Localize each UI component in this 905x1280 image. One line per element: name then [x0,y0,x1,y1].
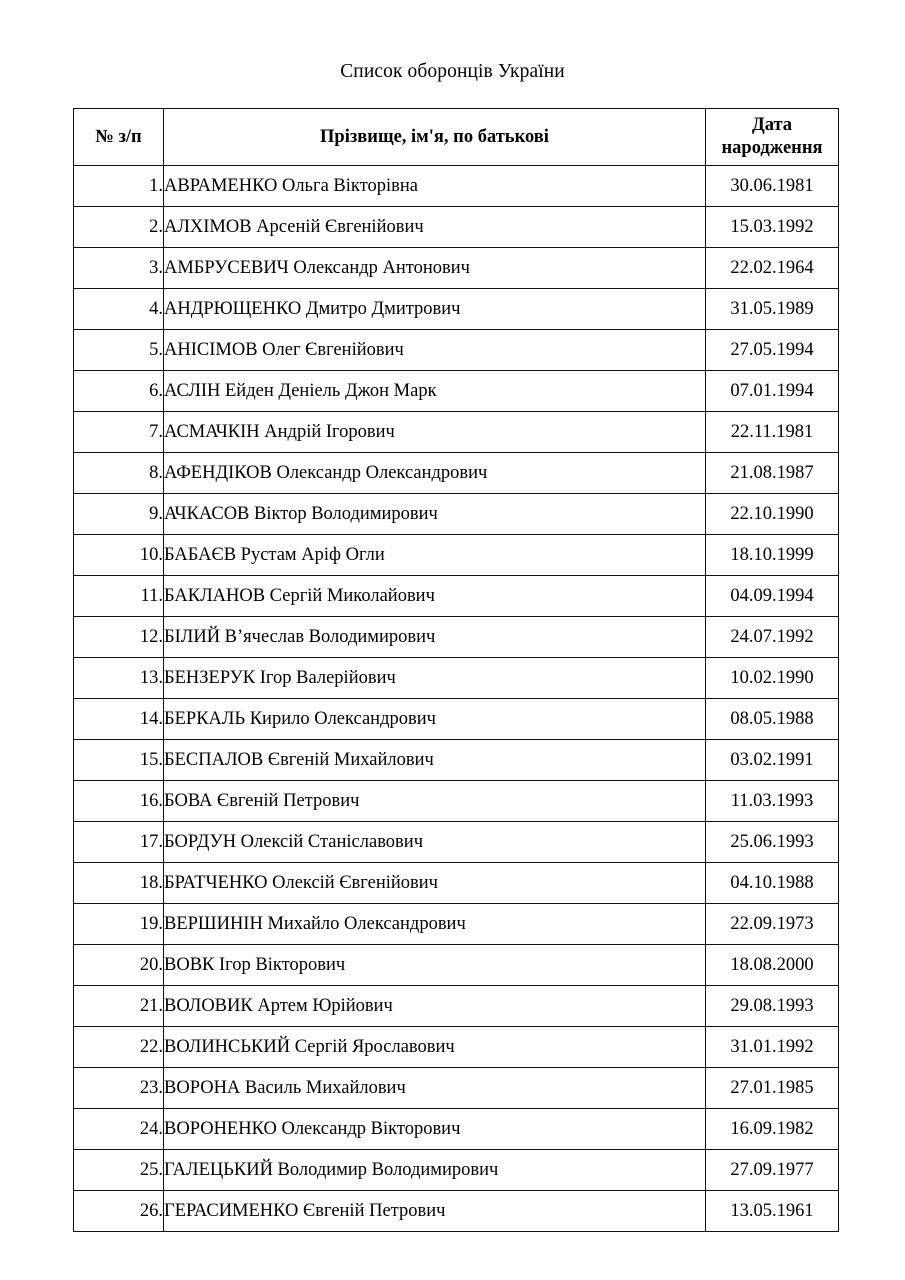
cell-birthdate: 13.05.1961 [706,1191,839,1232]
table-row [74,453,839,494]
cell-number: 20. [74,945,164,986]
cell-birthdate: 10.02.1990 [706,658,839,699]
table-row [74,986,839,1027]
table-row [74,1109,839,1150]
cell-number: 15. [74,740,164,781]
cell-birthdate: 07.01.1994 [706,371,839,412]
cell-number: 25. [74,1150,164,1191]
table-row [74,781,839,822]
table-row [74,289,839,330]
cell-birthdate: 27.09.1977 [706,1150,839,1191]
cell-fullname: ВОЛИНСЬКИЙ Сергій Ярославович [164,1027,706,1068]
cell-birthdate: 18.08.2000 [706,945,839,986]
cell-fullname: БІЛИЙ В’ячеслав Володимирович [164,617,706,658]
table-row [74,330,839,371]
table-row [74,248,839,289]
table-row [74,740,839,781]
cell-fullname: ВЕРШИНІН Михайло Олександрович [164,904,706,945]
roster-table-container [73,108,838,1232]
cell-number: 10. [74,535,164,576]
table-row [74,166,839,207]
cell-number: 2. [74,207,164,248]
cell-fullname: АСМАЧКІН Андрій Ігорович [164,412,706,453]
cell-birthdate: 04.09.1994 [706,576,839,617]
cell-birthdate: 22.11.1981 [706,412,839,453]
table-row [74,412,839,453]
cell-fullname: БОВА Євгеній Петрович [164,781,706,822]
table-row [74,1150,839,1191]
cell-number: 19. [74,904,164,945]
cell-birthdate: 31.01.1992 [706,1027,839,1068]
table-row [74,1068,839,1109]
cell-birthdate: 22.10.1990 [706,494,839,535]
cell-number: 11. [74,576,164,617]
cell-birthdate: 15.03.1992 [706,207,839,248]
table-row [74,945,839,986]
cell-number: 18. [74,863,164,904]
roster-table [73,108,839,1232]
cell-fullname: ГАЛЕЦЬКИЙ Володимир Володимирович [164,1150,706,1191]
table-row [74,617,839,658]
table-row [74,207,839,248]
cell-fullname: ВОЛОВИК Артем Юрійович [164,986,706,1027]
cell-birthdate: 08.05.1988 [706,699,839,740]
cell-fullname: АСЛІН Ейден Деніель Джон Марк [164,371,706,412]
cell-fullname: БАБАЄВ Рустам Аріф Огли [164,535,706,576]
table-row [74,699,839,740]
cell-birthdate: 16.09.1982 [706,1109,839,1150]
cell-fullname: АЧКАСОВ Віктор Володимирович [164,494,706,535]
cell-birthdate: 27.05.1994 [706,330,839,371]
cell-fullname: БОРДУН Олексій Станіславович [164,822,706,863]
cell-number: 4. [74,289,164,330]
cell-number: 23. [74,1068,164,1109]
cell-fullname: БАКЛАНОВ Сергій Миколайович [164,576,706,617]
table-header-row [74,109,839,166]
cell-birthdate: 25.06.1993 [706,822,839,863]
page-title: Список оборонців України [340,61,565,82]
cell-birthdate: 04.10.1988 [706,863,839,904]
cell-number: 14. [74,699,164,740]
table-row [74,371,839,412]
cell-fullname: ВОРОНЕНКО Олександр Вікторович [164,1109,706,1150]
column-header-number: № з/п [74,109,164,166]
cell-number: 22. [74,1027,164,1068]
column-header-birthdate-line2: народження [721,138,823,158]
cell-number: 3. [74,248,164,289]
cell-number: 7. [74,412,164,453]
cell-birthdate: 24.07.1992 [706,617,839,658]
cell-birthdate: 03.02.1991 [706,740,839,781]
cell-fullname: АВРАМЕНКО Ольга Вікторівна [164,166,706,207]
cell-number: 12. [74,617,164,658]
cell-number: 13. [74,658,164,699]
table-row [74,535,839,576]
cell-birthdate: 31.05.1989 [706,289,839,330]
cell-birthdate: 27.01.1985 [706,1068,839,1109]
cell-number: 6. [74,371,164,412]
column-header-fullname: Прізвище, ім'я, по батькові [164,109,706,166]
cell-fullname: ВОВК Ігор Вікторович [164,945,706,986]
cell-fullname: ГЕРАСИМЕНКО Євгеній Петрович [164,1191,706,1232]
cell-birthdate: 22.09.1973 [706,904,839,945]
cell-fullname: АФЕНДІКОВ Олександр Олександрович [164,453,706,494]
cell-number: 9. [74,494,164,535]
table-row [74,494,839,535]
cell-number: 5. [74,330,164,371]
cell-number: 26. [74,1191,164,1232]
cell-fullname: АМБРУСЕВИЧ Олександр Антонович [164,248,706,289]
table-row [74,863,839,904]
cell-fullname: АЛХІМОВ Арсеній Євгенійович [164,207,706,248]
cell-fullname: АНІСІМОВ Олег Євгенійович [164,330,706,371]
cell-number: 1. [74,166,164,207]
cell-fullname: БЕСПАЛОВ Євгеній Михайлович [164,740,706,781]
cell-fullname: БРАТЧЕНКО Олексій Євгенійович [164,863,706,904]
cell-fullname: БЕНЗЕРУК Ігор Валерійович [164,658,706,699]
cell-fullname: ВОРОНА Василь Михайлович [164,1068,706,1109]
table-row [74,1027,839,1068]
table-row [74,1191,839,1232]
table-row [74,658,839,699]
table-header [74,109,839,166]
cell-birthdate: 18.10.1999 [706,535,839,576]
cell-number: 17. [74,822,164,863]
table-row [74,576,839,617]
cell-fullname: БЕРКАЛЬ Кирило Олександрович [164,699,706,740]
table-row [74,822,839,863]
cell-fullname: АНДРЮЩЕНКО Дмитро Дмитрович [164,289,706,330]
cell-birthdate: 22.02.1964 [706,248,839,289]
cell-number: 21. [74,986,164,1027]
cell-birthdate: 21.08.1987 [706,453,839,494]
cell-number: 24. [74,1109,164,1150]
column-header-birthdate-line1: Дата [751,115,793,135]
cell-number: 8. [74,453,164,494]
cell-number: 16. [74,781,164,822]
cell-birthdate: 29.08.1993 [706,986,839,1027]
column-header-birthdate [706,109,839,166]
table-row [74,904,839,945]
table-body [74,166,839,1232]
cell-birthdate: 30.06.1981 [706,166,839,207]
cell-birthdate: 11.03.1993 [706,781,839,822]
